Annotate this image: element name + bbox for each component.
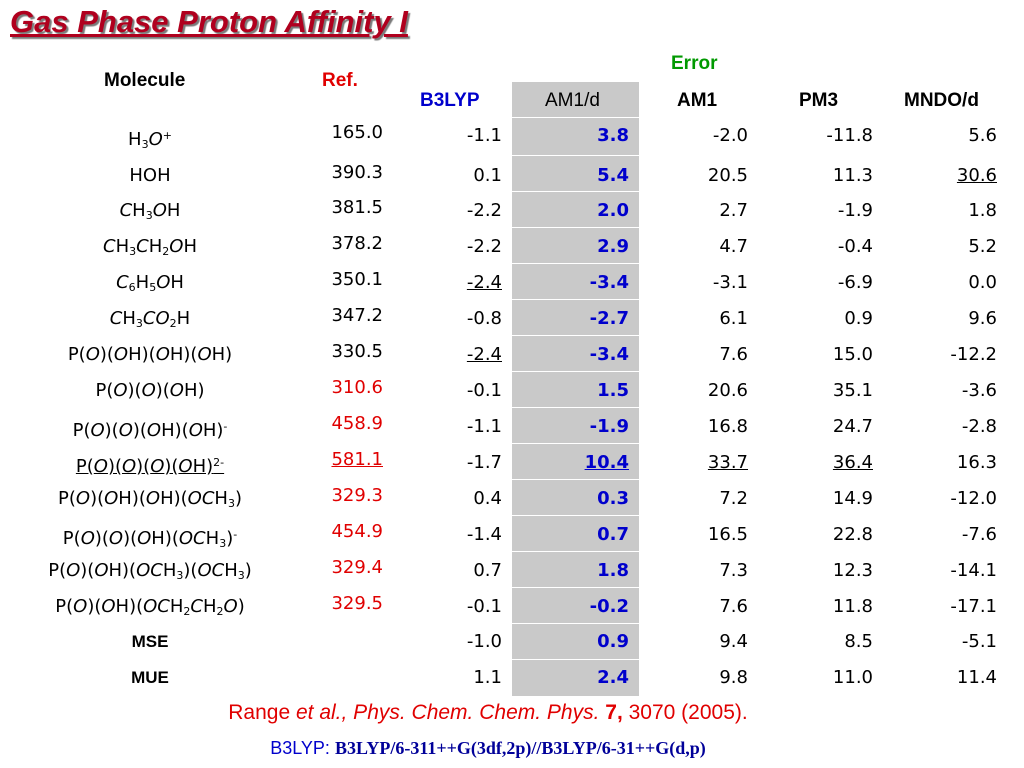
b3lyp-cell: -2.2: [466, 200, 502, 221]
am1d-cell: -1.9: [589, 416, 629, 437]
am1-cell: 20.6: [707, 380, 748, 401]
b3lyp-cell: 0.1: [473, 165, 502, 186]
header-am1d: AM1/d: [545, 90, 600, 111]
citation: [0, 701, 976, 725]
am1d-cell: 1.8: [597, 560, 629, 581]
am1-cell: 7.6: [719, 344, 748, 365]
table-row: [0, 377, 1024, 405]
ref-cell: 350.1: [331, 269, 383, 290]
ref-cell: 310.6: [331, 377, 383, 398]
mndo-cell: 5.2: [968, 236, 997, 257]
header-molecule: Molecule: [104, 70, 186, 91]
band-separator: [512, 551, 639, 552]
header-pm3: PM3: [799, 90, 839, 111]
am1d-cell: -3.4: [589, 344, 629, 365]
molecule-cell: HOH: [129, 165, 171, 186]
pm3-cell: 35.1: [832, 380, 873, 401]
b3lyp-cell: -2.4: [466, 272, 502, 293]
table-row: [0, 162, 1024, 190]
b3lyp-cell: -0.1: [466, 380, 502, 401]
am1d-cell: -3.4: [589, 272, 629, 293]
ref-cell: 378.2: [331, 233, 383, 254]
table-row: [0, 233, 1024, 261]
b3lyp-cell: -1.1: [466, 416, 502, 437]
table-row: [0, 557, 1024, 585]
mndo-cell: 0.0: [968, 272, 997, 293]
ref-cell: 165.0: [331, 122, 383, 143]
mndo-cell: -12.2: [950, 344, 997, 365]
ref-cell: 329.5: [331, 593, 383, 614]
molecule-cell: $CH_3OH$: [119, 200, 181, 222]
summary-row-mue: [0, 664, 1024, 692]
band-separator: [512, 263, 639, 264]
ref-cell: 330.5: [331, 341, 383, 362]
mndo-cell: -5.1: [961, 631, 997, 652]
am1d-cell: 10.4: [584, 452, 629, 473]
am1-cell: 7.3: [719, 560, 748, 581]
b3lyp-cell: -1.1: [466, 125, 502, 146]
citation-pages: 3070 (2005).: [622, 701, 748, 724]
mndo-cell: -17.1: [950, 596, 997, 617]
ref-cell: 329.4: [331, 557, 383, 578]
header-am1: AM1: [677, 90, 718, 111]
summary-label: MSE: [131, 632, 169, 651]
pm3-cell: -6.9: [837, 272, 873, 293]
summary-row-mse: [0, 628, 1024, 656]
band-separator: [512, 587, 639, 588]
am1-cell: -3.1: [712, 272, 748, 293]
pm3-cell: 11.0: [832, 667, 873, 688]
ref-cell: 458.9: [331, 413, 383, 434]
pm3-cell: -1.9: [837, 200, 873, 221]
table-row: [0, 521, 1024, 549]
b3lyp-cell: 1.1: [473, 667, 502, 688]
mndo-cell: 9.6: [968, 308, 997, 329]
b3lyp-cell: -2.2: [466, 236, 502, 257]
b3lyp-cell: 0.4: [473, 488, 502, 509]
band-separator: [512, 623, 639, 624]
table-row: [0, 449, 1024, 477]
pm3-cell: 8.5: [844, 631, 873, 652]
b3lyp-cell: 0.7: [473, 560, 502, 581]
mndo-cell: -12.0: [950, 488, 997, 509]
header-ref: Ref.: [322, 70, 358, 91]
pm3-cell: 15.0: [832, 344, 873, 365]
molecule-cell: $P(O)(O)(OH)(OCH_3)^-$: [62, 528, 238, 550]
header-mndo: MNDO/d: [904, 90, 979, 111]
molecule-cell: P(O)(O)(OH)(OH)-: [72, 420, 228, 441]
pm3-cell: 22.8: [832, 524, 873, 545]
mndo-cell: -2.8: [961, 416, 997, 437]
am1d-cell: 5.4: [597, 165, 629, 186]
b3lyp-cell: -0.8: [466, 308, 502, 329]
summary-label: MUE: [131, 668, 169, 687]
pm3-cell: 36.4: [832, 452, 873, 473]
band-separator: [512, 659, 639, 660]
header-b3lyp: B3LYP: [420, 90, 480, 111]
am1-cell: 9.4: [719, 631, 748, 652]
molecule-cell: $CH_3CO_2H$: [109, 308, 191, 330]
band-separator: [512, 335, 639, 336]
am1d-cell: 0.3: [597, 488, 629, 509]
am1d-cell: 3.8: [597, 125, 629, 146]
method-label: B3LYP:: [270, 738, 330, 758]
molecule-cell: $P(O)(OH)(OCH_3)(OCH_3)$: [48, 560, 252, 582]
am1d-cell: 2.4: [597, 667, 629, 688]
molecule-cell: $C_6H_5OH$: [116, 272, 184, 294]
table-row: [0, 413, 1024, 441]
am1d-cell: 0.7: [597, 524, 629, 545]
header-error: Error: [671, 53, 718, 74]
mndo-cell: 30.6: [956, 165, 997, 186]
b3lyp-cell: -1.4: [466, 524, 502, 545]
am1d-cell: 2.0: [597, 200, 629, 221]
ref-cell: 390.3: [331, 162, 383, 183]
b3lyp-cell: -2.4: [466, 344, 502, 365]
mndo-cell: -14.1: [950, 560, 997, 581]
molecule-cell: $H_3O^+$: [128, 129, 172, 151]
molecule-cell: P(O)(O)(O)(OH)$^{2-}$: [75, 456, 225, 477]
method-text: B3LYP/6-311++G(3df,2p)//B3LYP/6-31++G(d,p): [335, 738, 706, 758]
mndo-cell: -3.6: [961, 380, 997, 401]
table-row: [0, 269, 1024, 297]
band-separator: [512, 191, 639, 192]
ref-cell: 347.2: [331, 305, 383, 326]
ref-cell: 454.9: [331, 521, 383, 542]
table-row: [0, 122, 1024, 150]
band-separator: [512, 515, 639, 516]
pm3-cell: -0.4: [837, 236, 873, 257]
pm3-cell: 11.8: [832, 596, 873, 617]
method-note: [0, 738, 976, 759]
am1d-cell: 1.5: [597, 380, 629, 401]
am1-cell: 20.5: [707, 165, 748, 186]
pm3-cell: 14.9: [832, 488, 873, 509]
band-separator: [512, 227, 639, 228]
molecule-cell: $P(O)(OH)(OCH_2CH_2O)$: [55, 596, 245, 618]
table-row: [0, 341, 1024, 369]
pm3-cell: 11.3: [832, 165, 873, 186]
am1-cell: 2.7: [719, 200, 748, 221]
molecule-cell: $P(O)(OH)(OH)(OCH_3)$: [58, 488, 242, 510]
band-separator: [512, 299, 639, 300]
pm3-cell: 0.9: [844, 308, 873, 329]
am1-cell: 7.6: [719, 596, 748, 617]
band-separator: [512, 479, 639, 480]
am1d-cell: -0.2: [589, 596, 629, 617]
am1-cell: -2.0: [712, 125, 748, 146]
ref-cell: 581.1: [331, 449, 383, 470]
band-separator: [512, 155, 639, 156]
citation-volume: 7,: [605, 701, 623, 724]
citation-journal: et al., Phys. Chem. Chem. Phys.: [295, 701, 600, 724]
am1-cell: 33.7: [707, 452, 748, 473]
am1-cell: 16.5: [707, 524, 748, 545]
table-row: [0, 197, 1024, 225]
ref-cell: 381.5: [331, 197, 383, 218]
am1-cell: 9.8: [719, 667, 748, 688]
am1-cell: 16.8: [707, 416, 748, 437]
mndo-cell: 11.4: [956, 667, 997, 688]
ref-cell: 329.3: [331, 485, 383, 506]
am1-cell: 6.1: [719, 308, 748, 329]
table-row: [0, 593, 1024, 621]
am1-cell: 4.7: [719, 236, 748, 257]
mndo-cell: 1.8: [968, 200, 997, 221]
b3lyp-cell: -0.1: [466, 596, 502, 617]
page-title: Gas Phase Proton Affinity I: [10, 4, 408, 39]
am1d-cell: 0.9: [597, 631, 629, 652]
table-row: [0, 305, 1024, 333]
mndo-cell: 5.6: [968, 125, 997, 146]
band-separator: [512, 117, 639, 118]
citation-authors: Range: [228, 701, 296, 724]
band-separator: [512, 443, 639, 444]
molecule-cell: P(O)(OH)(OH)(OH): [67, 344, 233, 365]
table-row: [0, 485, 1024, 513]
molecule-cell: $CH_3CH_2OH$: [103, 236, 197, 258]
mndo-cell: -7.6: [961, 524, 997, 545]
b3lyp-cell: -1.7: [466, 452, 502, 473]
pm3-cell: 24.7: [832, 416, 873, 437]
band-separator: [512, 371, 639, 372]
band-separator: [512, 407, 639, 408]
mndo-cell: 16.3: [956, 452, 997, 473]
am1d-cell: -2.7: [589, 308, 629, 329]
b3lyp-cell: -1.0: [466, 631, 502, 652]
pm3-cell: -11.8: [826, 125, 873, 146]
am1d-cell: 2.9: [597, 236, 629, 257]
molecule-cell: P(O)(O)(OH): [95, 380, 205, 401]
pm3-cell: 12.3: [832, 560, 873, 581]
am1-cell: 7.2: [719, 488, 748, 509]
